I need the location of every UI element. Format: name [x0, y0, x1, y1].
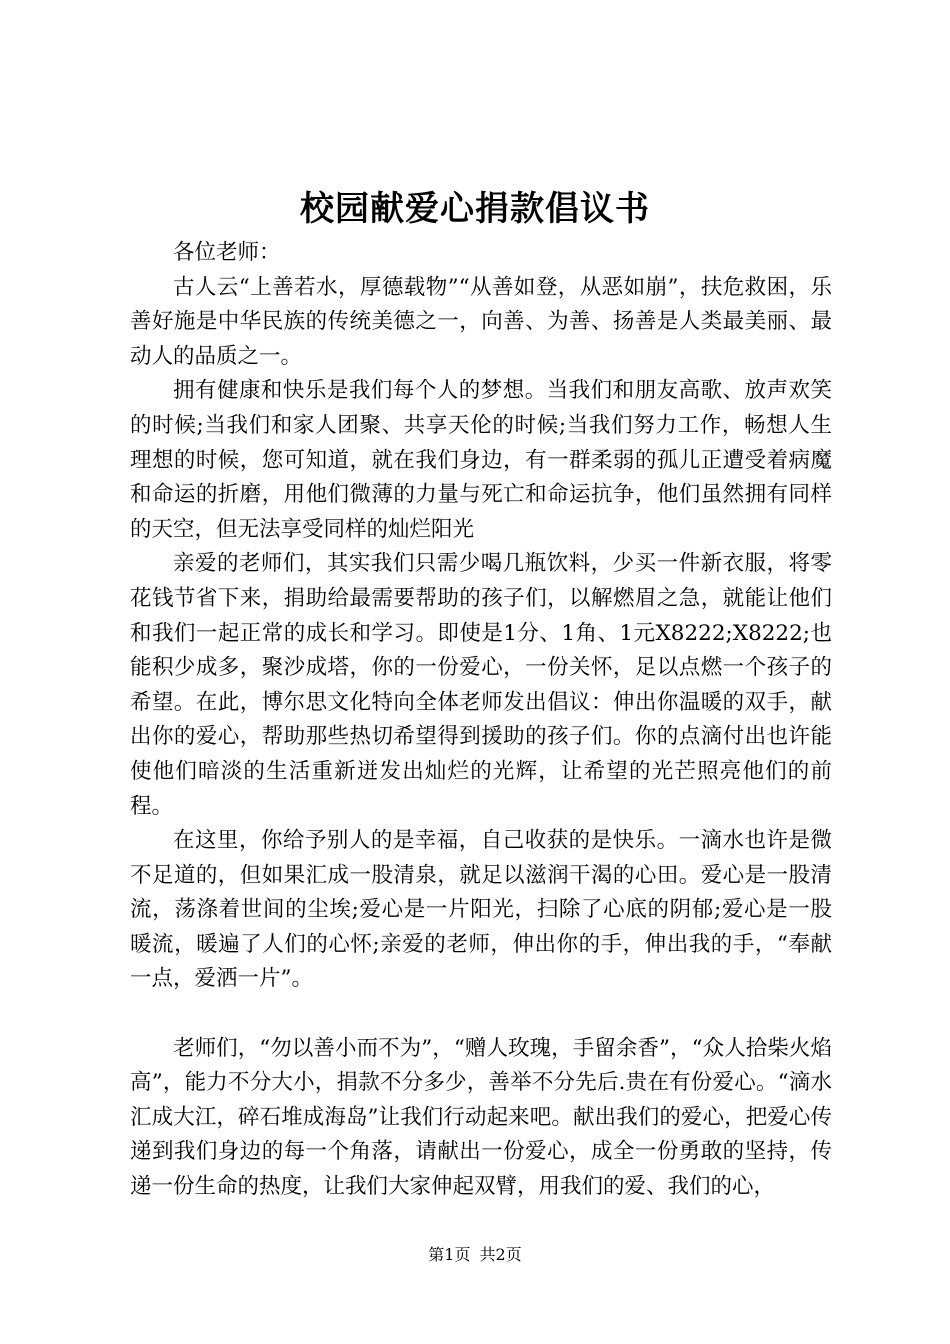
paragraph-spacer [130, 997, 832, 1032]
paragraph: 老师们，“勿以善小而不为”，“赠人玫瑰，手留余香”，“众人拾柴火焰高”，能力不分大小，捐款不分多少，善举不分先后.贵在有份爱心。“滴水汇成大江，碎石堆成海岛”让我们行动起来吧。献出我们的爱心，把爱心传递到我们身边的每一个角落，请献出一份爱心，成全一份勇敢的坚持，传递一份生命的热度，让我们大家伸起双臂，用我们的爱、我们的心， [130, 1035, 832, 1200]
paragraph: 在这里，你给予别人的是幸福，自己收获的是快乐。一滴水也许是微不足道的，但如果汇成一股清泉，就足以滋润干渴的心田。爱心是一股清流，荡涤着世间的尘埃;爱心是一片阳光，扫除了心底的阴郁;爱心是一股暖流，暖遍了人们的心怀;亲爱的老师，伸出你的手，伸出我的手，“奉献一点，爱洒一片”。 [130, 828, 832, 992]
salutation: 各位老师： [173, 240, 281, 265]
page-footer [0, 1244, 950, 1266]
document-title: 校园献爱心捐款倡议书 [300, 189, 650, 229]
page-number: 第1页 [428, 1245, 471, 1264]
paragraph: 拥有健康和快乐是我们每个人的梦想。当我们和朋友高歌、放声欢笑的时候;当我们和家人团聚、共享天伦的时候;当我们努力工作，畅想人生理想的时候，您可知道，就在我们身边，有一群柔弱的孤儿正遭受着病魔和命运的折磨，用他们微薄的力量与死亡和命运抗争，他们虽然拥有同样的天空，但无法享受同样的灿烂阳光 [130, 378, 832, 542]
paragraph: 古人云“上善若水，厚德载物”“从善如登，从恶如崩”，扶危救困，乐善好施是中华民族的传统美德之一，向善、为善、扬善是人类最美丽、最动人的品质之一。 [130, 274, 832, 369]
page-total: 共2页 [479, 1245, 522, 1264]
document-body [130, 236, 832, 1205]
paragraph: 亲爱的老师们，其实我们只需少喝几瓶饮料，少买一件新衣服，将零花钱节省下来，捐助给最需要帮助的孩子们，以解燃眉之急，就能让他们和我们一起正常的成长和学习。即使是1分、1角、1元X8222;X8222;也能积少成多，聚沙成塔，你的一份爱心，一份关怀，足以点燃一个孩子的希望。在此，博尔思文化特向全体老师发出倡议：伸出你温暖的双手，献出你的爱心，帮助那些热切希望得到援助的孩子们。你的点滴付出也许能使他们暗淡的生活重新迸发出灿烂的光辉，让希望的光芒照亮他们的前程。 [130, 551, 832, 819]
